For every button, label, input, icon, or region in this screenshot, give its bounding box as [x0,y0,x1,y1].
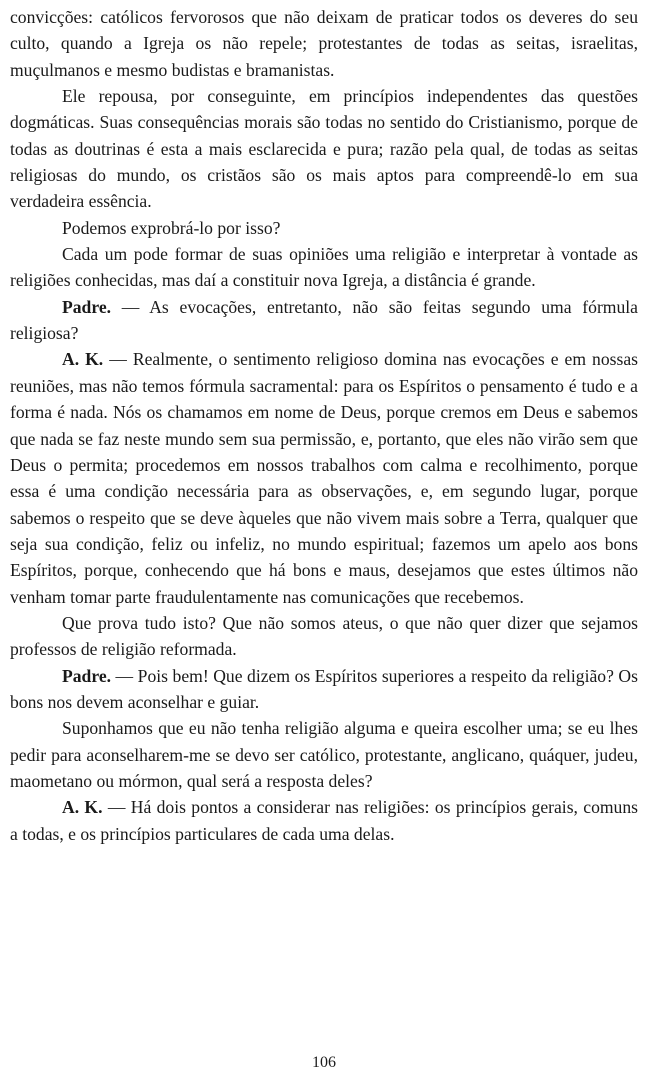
paragraph-6 [10,346,638,609]
paragraph-8-text: — Pois bem! Que dizem os Espíritos superiores a respeito da religião? Os bons nos devem aconselhar e guiar. [10,665,638,712]
paragraph-2-text: Ele repousa, por conseguinte, em princípios independentes das questões dogmáticas. Suas consequências morais são todas no sentido do Cristianismo, porque de todas as doutrinas é esta a mais esclarecida e pura; razão pela qual, de todas as seitas religiosas do mundo, os cristãos são os mais aptos para compreendê-lo em sua verdadeira essência. [10,86,638,212]
speaker-label: A. K. [62,797,103,818]
paragraph-10-text: — Há dois pontos a considerar nas religiões: os princípios gerais, comuns a todas, e os princípios particulares de cada uma delas. [10,797,638,844]
speaker-label: A. K. [62,349,104,370]
page-body [10,4,638,847]
paragraph-10 [10,794,638,847]
page-number: 106 [312,1054,336,1071]
paragraph-9 [10,715,638,794]
paragraph-3-text: Podemos exprobrá-lo por isso? [62,217,281,238]
speaker-label: Padre. [62,665,112,686]
paragraph-8 [10,663,638,716]
paragraph-5-text: — As evocações, entretanto, não são feitas segundo uma fórmula religiosa? [10,296,638,344]
paragraph-9-text: Suponhamos que eu não tenha religião alguma e queira escolher uma; se eu lhes pedir para aconselharem-me se devo ser católico, protestante, anglicano, quáquer, judeu, maometano ou mórmon, qual será a resposta deles? [10,718,638,791]
paragraph-7 [10,610,638,663]
paragraph-6-text: — Realmente, o sentimento religioso domina nas evocações e em nossas reuniões, mas não temos fórmula sacramental: para os Espíritos o pensamento é tudo e a forma é nada. Nós os chamamos em nome de Deus, porque cremos em Deus e sabemos que nada se faz neste mundo sem sua permissão, e, portanto, que eles não virão sem que Deus o permita; procedemos em nossos trabalhos com calma e recolhimento, porque essa é uma condição necessária para as observações, e, em segundo lugar, porque sabemos o respeito que se deve àqueles que não vivem mais sobre a Terra, qualquer que seja sua condição, feliz ou infeliz, no mundo espiritual; fazemos um apelo aos bons Espíritos, porque, conhecendo que há bons e maus, desejamos que estes últimos não venham tomar parte fraudulentamente nas comunicações que recebemos. [10,349,638,607]
paragraph-4 [10,241,638,294]
paragraph-2 [10,83,638,215]
paragraph-7-text: Que prova tudo isto? Que não somos ateus, o que não quer dizer que sejamos professos de religião reformada. [10,612,638,660]
paragraph-4-text: Cada um pode formar de suas opiniões uma religião e interpretar à vontade as religiões conhecidas, mas daí a constituir nova Igreja, a distância é grande. [10,244,638,291]
paragraph-3 [10,215,638,241]
paragraph-5 [10,294,638,347]
speaker-label: Padre. [62,296,112,317]
paragraph-1-text: convicções: católicos fervorosos que não deixam de praticar todos os deveres do seu culto, quando a Igreja os não repele; protestantes de todas as seitas, israelitas, muçulmanos e mesmo budistas e bramanistas. [10,7,638,80]
paragraph-1 [10,4,638,83]
